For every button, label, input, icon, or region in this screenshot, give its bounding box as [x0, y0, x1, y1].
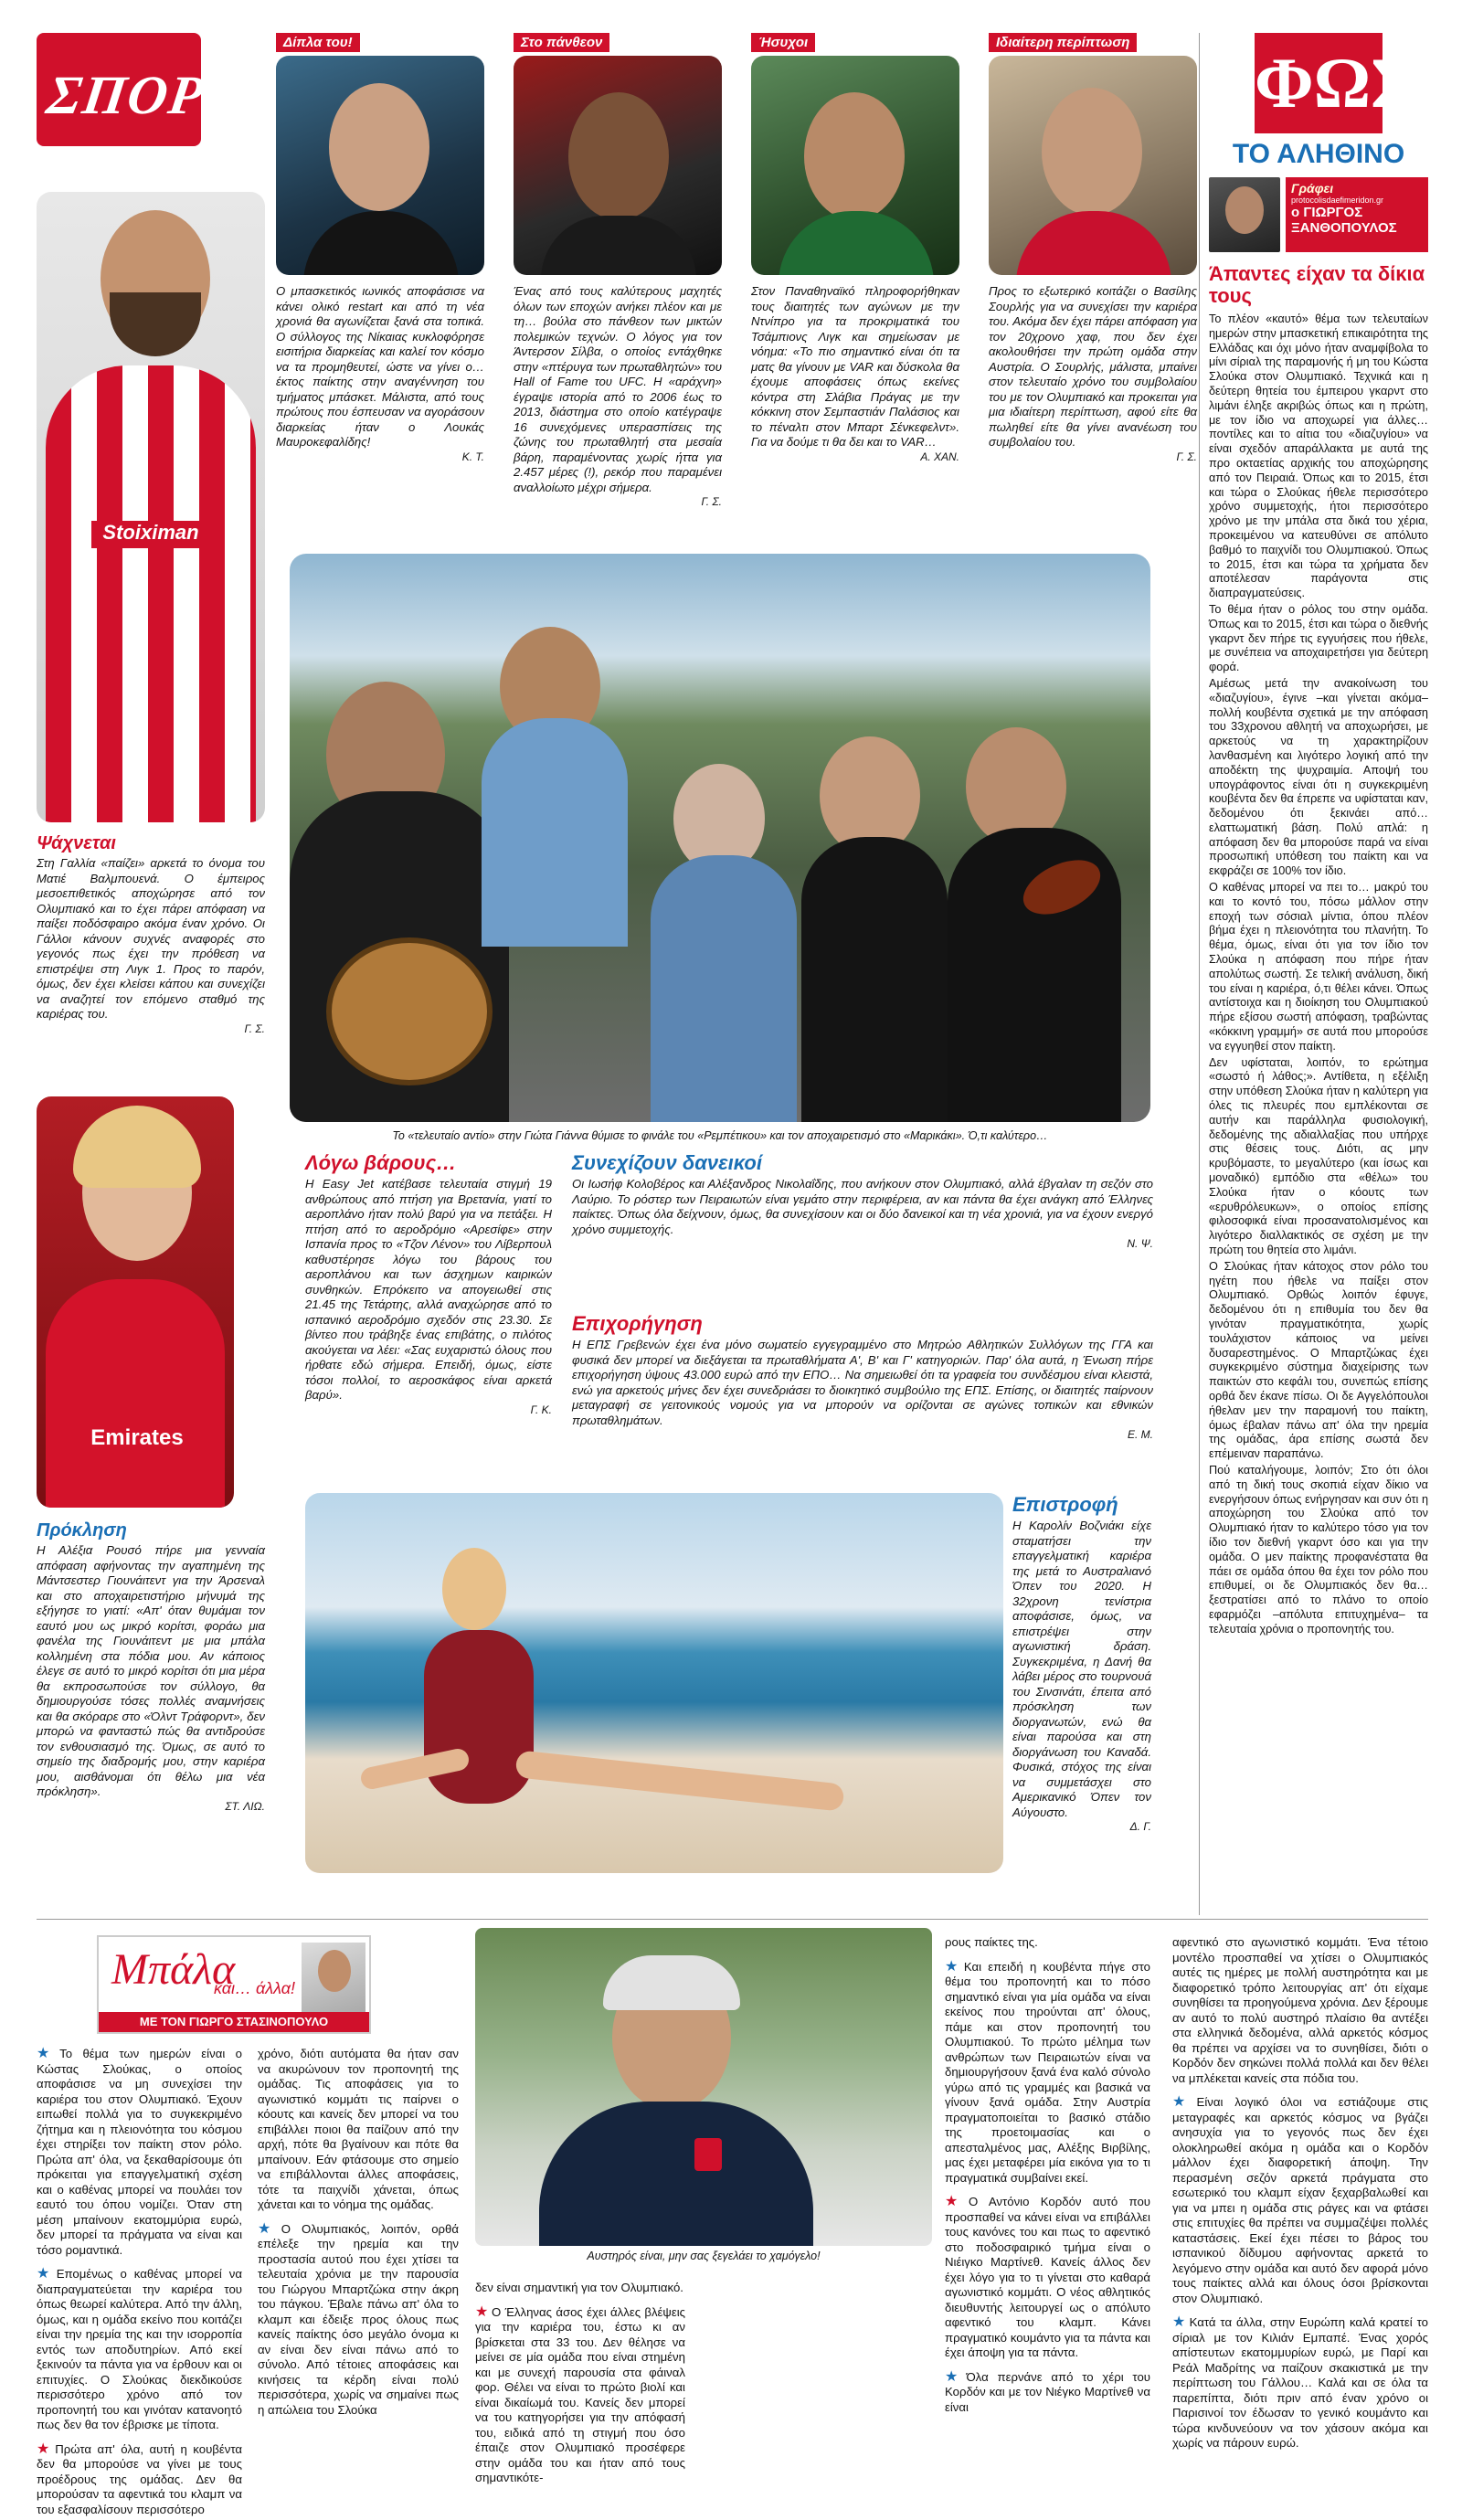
mpala-col-5 — [1172, 1935, 1428, 2453]
star-icon: ★ — [945, 2368, 964, 2385]
paragraph: ★ Ο Ολυμπιακός, λοιπόν, ορθά επέλεξε την ηρεμία και την προστασία αυτού που έχει χτίσει τα τελευταία χρόνια με την παρουσία του Γιώργου Μπαρτζώκα στην άκρη του πάγκου. Έβαλε πάνω απ' όλα το κλαμπ και έδειξε προς όλους πως κανείς παίκτης όσο μεγάλο όνομα κι αν είναι δεν είναι πάνω από το σύνολο. Από τέτοιες αποφάσεις και κινήσεις τα κέρδη είναι πολύ περισσότερα, χωρίς να σημαίνει πως η απώλεια του Σλούκα — [258, 2220, 459, 2417]
paragraph: ★ Και επειδή η κουβέντα πήγε στο θέμα του προπονητή και το πόσο σημαντικό είναι για μία ομάδα να είναι εκείνος που τηρούνται απ' όλους, πάμε και στον προπονητή του Ολυμπιακού. Το πρώτο μέλημα των ανθρώπων των Πειραιωτών είναι να δημιουργήσουν ξανά ένα καλό σύνολο γύρω από τις γραμμές και βασικά να γίνουν ξανά ομάδα. Στην Αυστρία πραγματοποιείται το βασικό στάδιο της προετοιμασίας και ο απεσταλμένος μας, Αλέξης Βιρβίλης, μας έχει μεταφέρει μία εικόνα για το τι πραγματικά συμβαίνει εκεί. — [945, 1958, 1151, 2185]
left-brief-valbuena — [37, 833, 265, 1035]
brief-sig: Ε. Μ. — [1127, 1428, 1153, 1441]
fos-logo-text: ΦΩΣ — [1255, 43, 1418, 122]
brief-text: Η Καρολίν Βοζνιάκι είχε σταματήσει την επαγγελματική καριέρα της μετά το Αυστραλιανό Όπεν του 2020. Η 32χρονη τενίστρια αποφάσισε, όμως, να επιστρέψει στην αγωνιστική δράση. Συγκεκριμένα, η Δανή θα λάβει μέρος στο τουρνουά του Σινσινάτι, έπειτα από πρόσκληση των διοργανωτών, ενώ θα είναι παρούσα και στη διοργάνωση του Καναδά. Φυσικά, στόχος της είναι να συμμετάσχει στο Αμερικανικό Όπεν τον Αύγουστο. — [1012, 1519, 1151, 1819]
topbar-text: Στον Παναθηναϊκό πληροφορήθηκαν τους διαιτητές των αγώνων με την Ντνίπρο για τα προκριματικά του Τσάμπιονς Λιγκ και σημείωσαν με νόημα: «Το πιο σημαντικό είναι ότι τα ματς θα γίνουν με VAR και δύσκολα θα έχουμε αποφάσεις όπως εκείνες κόντρα στη Σλάβια Πράγας με την κόκκινη στον Σεμπαστιάν Παλάσιος και το πέναλτι στον Μπαρτ Σένκεφελντ». Για να δούμε τι θα δει και το VAR… — [751, 284, 959, 449]
paragraph: ★ Κατά τα άλλα, στην Ευρώπη καλά κρατεί το σίριαλ με τον Κιλιάν Εμπαπέ. Ένας χορός απίστευτων εκατομμυρίων ευρώ, με Παρί και Ρεάλ Μαδρίτης να παίζουν σκακιστικά με την περίπτωση του Γάλλου… Καλά και σε όλα τα παρεπίπτα, διότι πριν από έναν χρόνο οι Παρισινοί τον έδωσαν το γενικό κουμάντο και τώρα κινδυνεύουν να τον χάσουν ακόμα και χωρίς να πάρουν ευρώ. — [1172, 2314, 1428, 2450]
brief-title: Ψάχνεται — [37, 833, 116, 853]
paragraph: δεν είναι σημαντική για τον Ολυμπιακό. — [475, 2281, 683, 2294]
topbar-text: Προς το εξωτερικό κοιτάζει ο Βασίλης Σουρλής για να συνεχίσει την καριέρα του. Ακόμα δεν έχει πάρει απόφαση για τον 20χρονο χαφ, που δεν έχει ακολουθήσει την πρώτη ομάδα στην Αυστρία. Ο Σουρλής, μάλιστα, μπαίνει στον τελευταίο χρόνο του συμβολαίου του με τον Ολυμπιακό και προκειται για μια ιδιαίτερη περίπτωση, αφού είτε θα πωληθεί είτε θα γίνει ανανέωση του συμβολαίου του. — [989, 284, 1197, 449]
paragraph: ρους παίκτες της. — [945, 1935, 1038, 1949]
subbrand: ΤΟ ΑΛΗΘΙΝΟ — [1232, 139, 1405, 169]
star-icon: ★ — [475, 2303, 489, 2320]
star-icon: ★ — [37, 2046, 58, 2061]
topbar-tag: Ήσυχοι — [751, 33, 815, 52]
photo-valbuena: Stoiximan — [37, 192, 265, 822]
fos-logo — [1255, 33, 1418, 133]
star-icon: ★ — [37, 2441, 53, 2457]
author-label — [1286, 177, 1428, 252]
brief-title: Συνεχίζουν δανεικοί — [572, 1151, 762, 1174]
photo-caption: Το «τελευταίο αντίο» στην Γιώτα Γιάννα θύμισε το φινάλε του «Ρεμπέτικου» και τον αποχαιρετισμό στο «Μαρικάκι». Ό,τι καλύτερο… — [392, 1129, 1048, 1142]
paragraph: ★ Ο Έλληνας άσος έχει άλλες βλέψεις για την καριέρα του, έστω κι αν βρίσκεται στα 33 του. Δεν θέλησε να μείνει σε μία ομάδα που είναι στημένη και με συνεχή παρουσία στα φάιναλ φορ. Θέλει να είναι το πρώτο βιολί και είναι δικαίωμά του. Κανείς δεν μπορεί να του κατηγορήσει για την απόφασή του, ειδικά από τη στιγμή που όσο έπαιζε στον Ολυμπιακό προσέφερε στην ομάδα του και ήταν από τους σημαντικότε- — [475, 2303, 686, 2484]
mpala-col-3 — [475, 2281, 685, 2488]
star-icon: ★ — [1172, 2314, 1187, 2330]
paragraph: αφεντικό στο αγωνιστικό κομμάτι. Ένα τέτοιο μοντέλο προσπαθεί να χτίσει ο Ολυμπιακός αυτές τις ημέρες με πολλή αυστηρότητα και με διαφορετικό τρόπο λειτουργίας απ' ότι είχαμε συνηθίσει τα προηγούμενα χρόνια. Δεν ξέρουμε αν αυτό το πολύ αυστηρό πλαίσιο θα αντέξει στα ελληνικά δεδομένα, αλλά αρκετός κόσμος θα πρέπει να αρχίσει να το συνηθίσει, διότι ο Κορδόν δεν σηκώνει πολλά πολλά και δεν θέλει να μπλέκεται κανείς στα πόδια του. — [1172, 1935, 1428, 2085]
photo-player-3 — [751, 56, 959, 275]
mpala-photo-caption: Αυστηρός είναι, μην σας ξεγελάει το χαμόγελο! — [587, 2250, 821, 2262]
topbar-sig: Κ. Τ. — [461, 450, 484, 463]
paragraph: ★ Είναι λογικό όλοι να εστιάζουμε στις μεταγραφές και αρκετός κόσμος να βγάζει ανησυχία για το γεγονός πως δεν έχει ολοκληρωθεί ακόμα η ομάδα και ο Κορδόν μάλλον έχει διαφορετική άποψη. Την περασμένη σεζόν αρκετά πράγματα στο εσωτερικό του κλαμπ είχαν ξεχαρβαλωθεί και για να μπει η ομάδα στις ράγες και να φτάσει στις επιτυχίες θα πρέπει να συμμαζέψει πολλές καταστάσεις. Εκεί έχει πέσει το βάρος του ισπανικού δίδυμου αφήνοντας αρκετά το λεγόμενο στην ομάδα και αυτό δεν αφορά μόνο τους παίκτες αλλά και όλους όσοι βρίσκονται στον Ολυμπιακό. — [1172, 2094, 1428, 2305]
topbar-tag: Ιδιαίτερη περίπτωση — [989, 33, 1137, 52]
author-name: ο ΓΙΩΡΓΟΣ ΞΑΝΘΟΠΟΥΛΟΣ — [1291, 205, 1397, 236]
brief-synexizoun — [572, 1151, 1153, 1250]
right-column — [1209, 33, 1428, 1639]
brief-text: Η Easy Jet κατέβασε τελευταία στιγμή 19 ανθρώπους από πτήση για Βρετανία, γιατί το αεροπλάνο ήταν πολύ βαρύ για να πετάξει. Η πτήση από το αεροδρόμιο «Αρεσίφε» στην Ισπανία προς το «Τζον Λένον» του Λίβερπουλ καθυστέρησε λόγω του βάρους του αεροπλάνου και των άσχημων καιρικών συνθηκών. Επρόκειτο να απογειωθεί στις 21.45 της Τετάρτης, αλλά αναχώρησε από το ισπανικό αεροδρόμιο σχεδόν στις 23.30. Σε βίντεο που τράβηξε ένας επιβάτης, ο πιλότος ακούγεται να λέει: «Σας ευχαριστώ όλους που ήρθατε εδώ σήμερα. Επειδή, όμως, είστε τόσοι πολλοί, το αεροσκάφος είναι αρκετά βαρύ». — [305, 1177, 552, 1402]
author-avatar — [1209, 177, 1280, 252]
topbar-item-2 — [514, 33, 722, 508]
paragraph: Το θέμα ήταν ο ρόλος του στην ομάδα. Όπως και το 2015, έτσι και τώρα ο διεθνής γκαρντ δεν πήρε τις εγγυήσεις που ήθελε, με συνέπεια να αποχαιρετήσει για δεύτερη φορά. — [1209, 602, 1428, 674]
brief-proklisi — [37, 1520, 265, 1813]
mpala-author-photo — [302, 1943, 366, 2012]
topbar-item-1 — [276, 33, 484, 463]
brief-epixorigisi — [572, 1312, 1153, 1441]
mpala-logo-sub: και… άλλα! — [214, 1979, 296, 1997]
brief-sig: Γ. Κ. — [530, 1403, 552, 1416]
star-icon: ★ — [945, 1958, 961, 1975]
photo-wozniacki — [305, 1493, 1003, 1873]
brief-text: Στη Γαλλία «παίζει» αρκετά το όνομα του Ματιέ Βαλμπουενά. Ο έμπειρος μεσοεπιθετικός αποχώρησε από τον Ολυμπιακό και το έχει πάρει απόφαση να παίξει ποδόσφαιρο ακόμα έναν χρόνο. Οι Γάλλοι κάνουν συχνές αναφορές στο γεγονός πως έχει την πρόθεση να επιστρέψει στη Λιγκ 1. Προς το παρόν, όμως, δεν έχει κλείσει κάπου και συνεχίζει να αναζητεί τον επόμενο σταθμό της καριέρας του. — [37, 856, 265, 1021]
divider — [37, 1919, 1428, 1920]
topbar-text: Ένας από τους καλύτερους μαχητές όλων των εποχών ανήκει πλέον και με τη… βούλα στο πάνθεον των μικτών πολεμικών τεχνών. Ο λόγος για τον Άντερσον Σίλβα, ο οποίος εντάχθηκε στην «πτέρυγα των πρωταθλητών» του Hall of Fame του UFC. Η «αράχνη» έγραψε ιστορία από το 2006 έως το 2013, διάστημα στο οποίο κατέγραψε 16 συνεχόμενες υπερασπίσεις της ζώνης του πρωταθλητή στα μεσαία βάρη, παραμένοντας χωρίς ήττα για 2.457 μέρες (!), ρεκόρ που παραμένει αναλλοίωτο μέχρι σήμερα. — [514, 284, 722, 494]
paragraph: Ο καθένας μπορεί να πει το… μακρύ του και το κοντό του, πόσω μάλλον στην εποχή των σόσιαλ μίντια, όπου πλέον βήμα έχει η πλειονότητα του πλανήτη. Το θέμα, όμως, είναι ότι για τον ίδιο τον Σλούκα η απόφαση που πήρε ήταν απολύτως σωστή. Σε τελική ανάλυση, δική του είναι η καριέρα, ό,τι θέλει κάνει. Όπως αντίστοιχα και η διοίκηση του Ολυμπιακού πήρε εξίσου σωστή απόφαση, τραβώντας «κόκκινη γραμμή» σε αυτά που μπορούσε να εγγυηθεί στον παίκτη. — [1209, 881, 1428, 1053]
mpala-col-2 — [258, 2047, 459, 2419]
paragraph: ★ Πρώτα απ' όλα, αυτή η κουβέντα δεν θα μπορούσε να γίνει με τους προέδρους της ομάδας. Δεν θα μπορούσαν τα αφεντικά του κλαμπ να του εξασφαλίσουν περισσότερο — [37, 2441, 242, 2516]
paragraph: ★ Όλα περνάνε από το χέρι του Κορδόν και με τον Νιέγκο Μαρτίνεθ να είναι — [945, 2368, 1151, 2414]
photo-anderson-silva — [514, 56, 722, 275]
paragraph: χρόνο, διότι αυτόματα θα ήταν σαν να ακυρώνουν τον προπονητή της ομάδας. Τις αποφάσεις για το αγωνιστικό κομμάτι τις παίρνει ο κόουτς και κανείς δεν μπορεί να του επιβάλλει ποιοι θα παίζουν από την αρχή, πότε θα βγαίνουν και πότε θα μπαίνουν. Εάν φτάσουμε στο σημείο να επιβάλλονται άλλες αποφάσεις, τότε τα παιχνίδι χάνεται, όπως χάνεται και το νόημα της ομάδας. — [258, 2047, 459, 2211]
paragraph: ★ Το θέμα των ημερών είναι ο Κώστας Σλούκας, ο οποίος αποφάσισε να μη συνεχίσει την καριέρα του στον Ολυμπιακό. Έχουν ειπωθεί πολλά για το συγκεκριμένο ζήτημα και η πλειονότητα του κόσμου έχει στηρίξει τον παίκτη στον ρόλο. Πρώτα απ' όλα, να ξεκαθαρίσουμε ότι πρόκειται για επαγγελματική σχέση και ο καθένας μπορεί να πουλάει τον εαυτό του όπου νομίζει. Όταν στη μέση μπαίνουν εκατομμύρια ευρώ, δεν μπορεί τα πράγματα να είναι και τόσο ρομαντικά. — [37, 2046, 242, 2257]
paragraph: ★ Επομένως ο καθένας μπορεί να διαπραγματεύεται την καριέρα του όπως θεωρεί καλύτερα. Από την άλλη, όμως, και η ομάδα εκείνο που κοιτάζει είναι την ηρεμία της και την ισορροπία εντός των αποδυτηρίων. Από εκεί ξεκινούν τα πάντα για να έρθουν και οι επιτυχίες. Ο Σλούκας διεκδικούσε περισσότερο χρόνο από τον προπονητή του και γινόταν κατανοητό πως δεν θα τον έβρισκε με τίποτα. — [37, 2266, 242, 2431]
topbar-sig: Α. ΧΑΝ. — [920, 450, 959, 463]
paragraph: Πού καταλήγουμε, λοιπόν; Στο ότι όλοι από τη δική τους σκοπιά είχαν δίκιο να ενεργήσουν όπως ενήργησαν και συν ότι η αποχώρηση του Σλούκα από τον Ολυμπιακό ήταν το καλύτερο τόσο για τον ίδιο τον διεθνή γκαρντ όσο και για την ομάδα. Ο μεν παίκτης προφανέστατα θα πάει σε ομάδα όπου θα έχει τον ρόλο που επιθυμεί, οι δε Ολυμπιακός δεν θα… ξεστρατίσει από το πλάνο το οποίο εφαρμόζει –απόλυτα επιτυχημένα– τα τελευταία χρόνια ο προπονητής του. — [1209, 1463, 1428, 1636]
topbar-tag: Δίπλα του! — [276, 33, 360, 52]
brief-text: Οι Ιωσήφ Κολοβέρος και Αλέξανδρος Νικολαΐδης, που ανήκουν στον Ολυμπιακό, αλλά έβγαλαν τη σεζόν στο Λαύριο. Το ρόστερ των Πειραιωτών είναι γεμάτο στην περιφέρεια, αν και πάντα θα έχει ανάγκη από Έλληνες παίκτες. Όπως όλα δείχνουν, όμως, θα συνεχίσουν και οι δύο δανεικοί και τη νέα χρονιά, για να έχουν ενεργό χρόνο συμμετοχής. — [572, 1177, 1153, 1236]
star-icon: ★ — [258, 2220, 279, 2237]
brief-sig: Γ. Σ. — [244, 1022, 265, 1035]
brief-sig: Ν. Ψ. — [1127, 1237, 1153, 1250]
mpala-col-4 — [945, 1935, 1150, 2417]
paragraph: Δεν υφίσταται, λοιπόν, το ερώτημα «σωστό ή λάθος;». Αντίθετα, η εξέλιξη στην υπόθεση Σλούκα ήταν η καλύτερη για όλες τις πλευρές που εμπλέκονται σε αυτήν και παράλληλα φυσιολογική, δεδομένης της αδιαλλαξίας που υπήρχε στις θέσεις τους. Διότι, ας μην κρυβόμαστε, το μεγαλύτερο (και ίσως και μοναδικό) εμπόδιο στα «θέλω» του Σλούκα ήταν ο κόουτς των «ερυθρόλευκων», ο οποίος επίσης φιλοσοφικά είναι προσανατολισμένος και λιγότερο διαλλακτικός σε σχέση με την πρώτη του θητεία στο λιμάνι. — [1209, 1055, 1428, 1256]
author-email: protocolisdaefimeridon.gr — [1291, 196, 1384, 205]
brief-text: Η ΕΠΣ Γρεβενών έχει ένα μόνο σωματείο εγγεγραμμένο στο Μητρώο Αθλητικών Συλλόγων της ΓΓΑ και φυσικά δεν μπορεί να διεξάγεται τα πρωταθλήματα Α', Β' και Γ' κατηγοριών. Παρ' όλα αυτά, η Ένωση πήρε επιχορήγηση ύψους 43.000 ευρώ από την ΕΠΟ… Να σημειωθεί ότι τα γραφεία του συνδέσμου είναι κλειστά, ενώ για αρκετούς μήνες δεν έχει συνεδριάσει το διοικητικό συμβούλιο της ΕΠΣ. Επίσης, οι διαιτητές παίρνουν μεταγραφή σε γειτονικούς νομούς για να μπορούν να ορίζονται σε αγώνες τοπικών και εθνικών πρωταθλημάτων. — [572, 1338, 1153, 1427]
brief-text: Η Αλέξια Ρουσό πήρε μια γενναία απόφαση αφήνοντας την αγαπημένη της Μάντσεστερ Γιουνάιτεντ για την Άρσεναλ και στο αποχαιρετιστήριο μήνυμά της εξήγησε το γιατί: «Απ' όταν θυμάμαι τον εαυτό μου ως μικρό κορίτσι, φοράω μια φανέλα της Γιουνάιτεντ με μια μπάλα κολλημένη στα πόδια μου. Αν κάποιος έλεγε σε αυτό το μικρό κορίτσι ότι μια μέρα θα εκπροσωπούσε τον σύλλογο, θα δημιουργούσε τόσες πολλές αναμνήσεις και θα σκόραρε στο «Όλντ Τράφορντ», δεν μπορώ να φανταστώ πώς θα αντιδρούσε τον ενθουσιασμό της. Όμως, σε αυτό το σημείο της διαδρομής μου, στην καριέρα μου, αισθάνομαι ότι θέλω μια νέα πρόκληση». — [37, 1543, 265, 1798]
paragraph: ★ Ο Αντόνιο Κορδόν αυτό που προσπαθεί να κάνει είναι να επιβάλλει τους κανόνες του και πως το αφεντικό στο ποδοσφαιρικό τμήμα είναι ο Νιέιγκο Μαρτίνεθ. Κανείς άλλος δεν έχει λόγο για το τι γίνεται στο καθαρά αγωνιστικό κομμάτι. Ο νέος αθλητικός διευθυντής λειτουργεί ως ο απόλυτο αφεντικό του κλαμπ. Κάνει πραγματικό κουμάντο για τα πάντα και έχει άποψη για τα πάντα. — [945, 2194, 1150, 2359]
topbar-tag: Στο πάνθεον — [514, 33, 609, 52]
brief-title: Επιστροφή — [1012, 1493, 1118, 1516]
right-text — [1209, 312, 1428, 1637]
divider — [1199, 33, 1200, 1915]
star-icon: ★ — [945, 2194, 967, 2209]
paragraph: Ο Σλούκας ήταν κάτοχος στον ρόλο του ηγέτη που ήθελε να παίξει στον Ολυμπιακό. Ορθώς λοιπόν έφυγε, δεδομένου ότι η επιθυμία του δεν θα γινόταν πραγματικότητα, χωρίς τουλάχιστον κάποιος να μείνει δυσαρεστημένος. Ο Μπαρτζώκας έχει συγκεκριμένο σύστημα διαχείρισης των παικτών στο κεφάλι του, συνεπώς επίσης ορθά δεν έκανε πίσω. Οι δε Αγγελόπουλοι ήθελαν μεν την παραμονή του παίκτη, όμως έβαλαν πάνω απ' όλα την ηρεμία της ομάδας, άρα επίσης σωστά δεν επέμειναν παραπάνω. — [1209, 1259, 1428, 1461]
masthead-label: ΣΠΟΡ — [43, 65, 209, 125]
photo-funeral-procession — [290, 554, 1150, 1122]
author-tag: Γράφει — [1291, 181, 1334, 196]
topbar-sig: Γ. Σ. — [701, 495, 722, 508]
photo-sourlis — [989, 56, 1197, 275]
star-icon: ★ — [1172, 2094, 1194, 2110]
brief-title: Επιχορήγηση — [572, 1312, 703, 1335]
mpala-col-1 — [37, 2047, 242, 2519]
brief-sig: Δ. Γ. — [1129, 1820, 1151, 1833]
mpala-logo-title: Μπάλα — [111, 1945, 236, 1994]
topbar-sig: Γ. Σ. — [1176, 450, 1197, 463]
topbar-item-4 — [989, 33, 1197, 463]
brief-title: Πρόκληση — [37, 1520, 127, 1541]
masthead-logo — [37, 33, 209, 146]
paragraph: Το πλέον «καυτό» θέμα των τελευταίων ημερών στην μπασκετική επικαιρότητα της Ελλάδας και όχι μόνο ήταν αναμφίβολα το μίνι σίριαλ της παραμονής ή μη του Κώστα Σλούκα στον Ολυμπιακό. Τεχνικά και η δεύτερη θητεία του έμπειρου γκαρντ στο λιμάνι έληξε ακριβώς όπως και η πρώτη, με τον ίδιο να αποχωρεί για άλλες… ποντίλες και το αίτια του «διαζυγίου» να είναι σχεδόν απαράλλακτα με αυτά της προ οκταετίας αρχικής του αποχώρησης από τον Πειραιά. Όπως και το 2015, έτσι και τώρα ο Σλούκας ήθελε περισσότερο χρόνο συμμετοχής, ήτοι περισσότερο χρόνο με την μπάλα στα δικά του χέρια, προκειμένου να κατευθύνει σε απόλυτο βαθμό το παιχνίδι του Ολυμπιακού. Όπως το 2015, έτσι και τώρα τα χρήματα δεν αποτέλεσαν παράγοντα στις διαπραγματεύσεις. — [1209, 312, 1428, 600]
brief-logo-varous — [305, 1151, 552, 1416]
mpala-byline: ΜΕ ΤΟΝ ΓΙΩΡΓΟ ΣΤΑΣΙΝΟΠΟΥΛΟ — [99, 2012, 369, 2032]
brief-epistrofi — [1012, 1493, 1151, 1833]
mpala-logo — [97, 1935, 371, 2034]
brief-sig: ΣΤ. ΛΙΩ. — [225, 1799, 265, 1813]
topbar-text: Ο μπασκετικός ιωνικός αποφάσισε να κάνει ολικό restart και από τη νέα χρονιά θα αγωνίζεται ξανά στα τοπικά. Ο σύλλογος της Νίκαιας κυκλοφόρησε εισιτήρια διαρκείας και καλεί τον κόσμο να τα προμηθευτεί, ώστε να γίνει ο… έκτος παίκτης στην αναγέννηση του τμήματος μπάσκετ. Μάλιστα, από τους πρώτους που έσπευσαν να αγοράσουν διαρκείας ήταν ο Λουκάς Μαυροκεφαλίδης! — [276, 284, 484, 449]
topbar-item-3 — [751, 33, 959, 463]
photo-player-1 — [276, 56, 484, 275]
photo-alessia-russo: Emirates — [37, 1096, 234, 1508]
right-title: Άπαντες είχαν τα δίκια τους — [1209, 262, 1425, 307]
paragraph: Αμέσως μετά την ανακοίνωση του «διαζυγίου», έγινε –και γίνεται ακόμα– πολλή κουβέντα σχετικά με την απόφαση του 33χρονου αθλητή να αποχωρήσει, με αρκετούς να τη χαρακτηρίζουν λανθασμένη και λιγότερο λογική από την αποδέκτη της ψυχραιμία. Αποψή του υπογράφοντος είναι ότι η συγκεκριμένη κουβέντα δεν θα έπρεπε να υφίσταται καν, δεδομένου ότι ξεκινάει από… ελαττωματική βάση. Πολύ απλά: η απόφαση δεν θα μπορούσε παρά να είναι προσωπική υπόθεση του παίκτη και να εκφράζει σε 100% τον ίδιο. — [1209, 676, 1428, 878]
photo-kordon — [475, 1928, 932, 2246]
author-box — [1209, 177, 1428, 252]
star-icon: ★ — [37, 2266, 54, 2282]
brief-title: Λόγω βάρους… — [305, 1151, 457, 1174]
